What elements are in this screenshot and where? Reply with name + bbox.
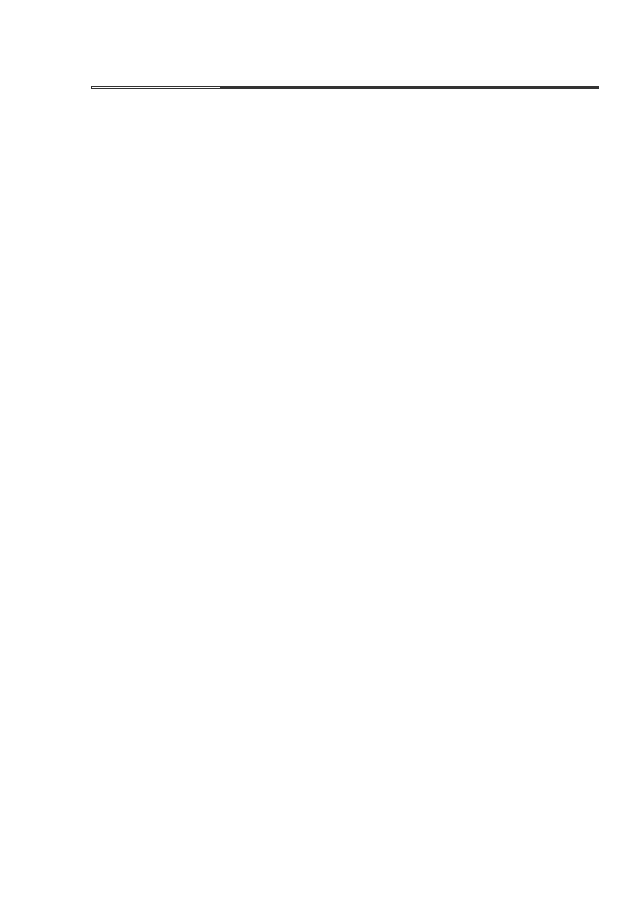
header-y <box>406 88 599 89</box>
coordinates-table <box>91 86 599 89</box>
header-x <box>221 88 406 89</box>
header-point-number <box>92 87 221 89</box>
document-body <box>91 58 601 89</box>
